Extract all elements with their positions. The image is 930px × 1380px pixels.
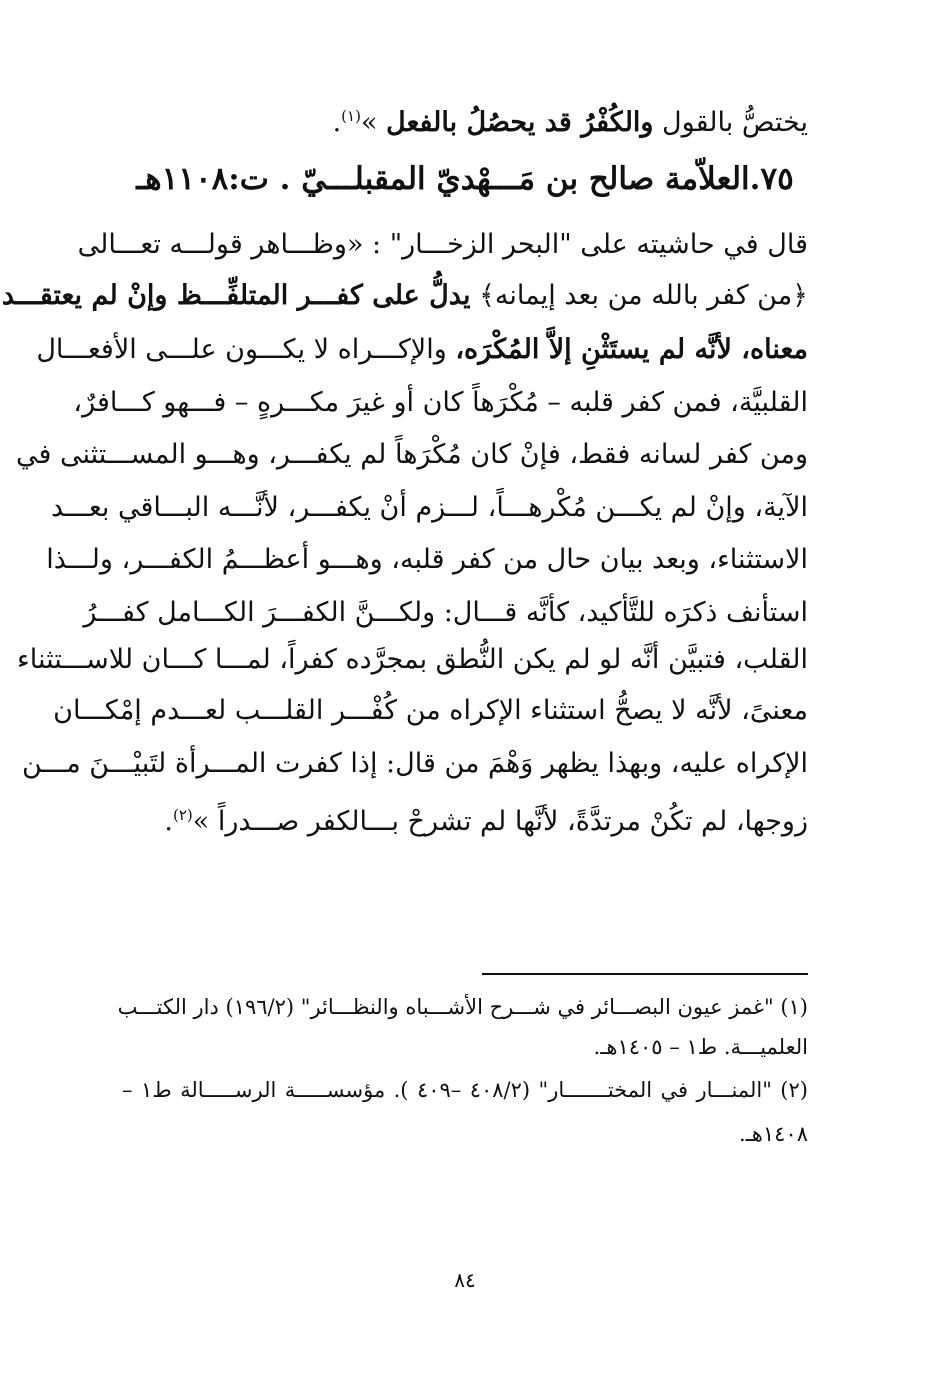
body-line-2 [1,276,808,316]
footnote-2-line-1: (٢) "المنـــار في المختـــــــار" (٤٠٨/٢ –٤٠٩ ). مؤسســـــة الرســـــالة ط١ – [122,1078,808,1102]
body-line-5: ومن كفر لسانه فقط، فإنْ كان مُكْرَهاً لم يكفـــر، وهـــو المســـتثنى في [15,439,808,470]
footnote-ref-2[interactable]: (٢) [172,806,193,824]
intro-end: » [360,107,387,138]
body-line-12-text: زوجها، لم تكُنْ مرتدَّةً، لأنَّها لم تشرحْ بـــالكفر صـــدراً » [192,806,808,837]
section-heading: ٧٥.العلاّمة صالح بن مَـــهْديّ المقبلـــيّ . ت:١١٠٨هـ [136,161,794,197]
footnote-1-line-1: (١) "غمز عيون البصـــائر في شـــرح الأشـــباه والنظـــائر" (١٩٦/٢) دار الكتـــب [117,995,808,1019]
body-line-12 [122,795,808,835]
quran-quote: ﴿من كفر بالله من بعد إيمانه﴾ [470,280,808,311]
body-line-11: الإكراه عليه، وبهذا يظهر وَهْمَ من قال: إذا كفرت المـــرأة لتَبيْـــنَ مـــن [21,748,808,779]
intro-dot: . [332,107,342,138]
body-line-4: القلبيَّة، فمن كفر قلبه – مُكْرَهاً كان أو غيرَ مكـــرهٍ – فـــهو كـــافرٌ، [73,387,808,418]
body-line-8: استأنف ذكرَه للتَّأكيد، كأنَّه قـــال: ولكـــنَّ الكفـــرَ الكـــامل كفـــرُ [83,597,808,628]
body-line-12-dot: . [164,806,173,837]
intro-line [122,96,808,136]
body-line-1: قال في حاشيته على "البحر الزخـــار" : «وظـــاهر قولـــه تعـــالى [77,229,808,260]
intro-bold: والكُفْرُ قد يحصُلُ بالفعل [386,107,654,138]
body-line-7: الاستثناء، وبعد بيان حال من كفر قلبه، وهـــو أعظـــمُ الكفـــر، ولـــذا [46,544,808,575]
body-line-9: القلب، فتبيَّن أنَّه لو لم يكن النُّطق بمجرَّده كفراً، لمـــا كـــان للاســـتثناء [17,644,808,675]
body-line-6: الآية، وإنْ لم يكـــن مُكْرهـــاً، لـــزم أنْ يكفـــر، لأنَّـــه البـــاقي بعـــد [50,492,808,523]
page-number: ٨٤ [454,1268,476,1292]
body-line-3 [36,330,808,370]
body-line-10: معنىً، لأنَّه لا يصحُّ استثناء الإكراه من كُفْـــر القلـــب لعـــدم إمْكـــان [53,695,808,726]
intro-plain: يختصُّ بالقول [653,107,808,138]
footnote-separator [482,973,808,975]
body-line-2-bold: يدلُّ على كفـــر المتلفِّـــظ وإنْ لم يعتقـــد [1,280,471,311]
body-line-3-bold: معناه، لأنَّه لم يستَثْنِ إلاَّ المُكْرَه، [455,334,808,365]
footnote-2-line-2: ١٤٠٨هـ. [738,1122,808,1146]
body-line-3-plain: والإكـــراه لا يكـــون علـــى الأفعـــال [36,334,456,365]
footnote-1-line-2: العلميـــة. ط١ – ١٤٠٥هـ. [593,1035,808,1059]
footnote-ref-1[interactable]: (١) [341,107,361,125]
